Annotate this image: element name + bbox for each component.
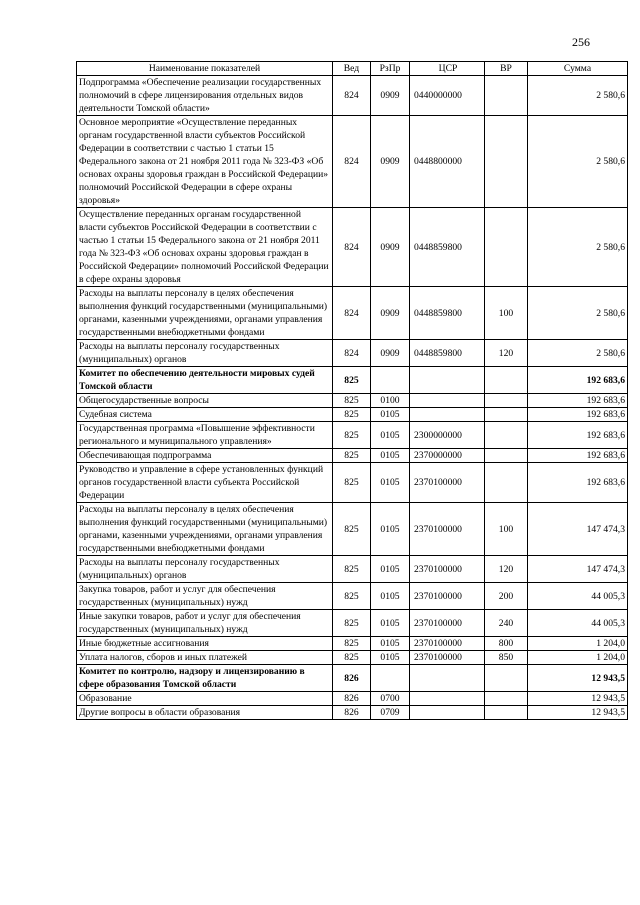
header-sum: Сумма xyxy=(528,62,628,76)
cell-rzpr: 0700 xyxy=(371,692,410,706)
cell-sum: 2 580,6 xyxy=(528,208,628,287)
cell-vr: 800 xyxy=(485,637,528,651)
cell-rzpr: 0105 xyxy=(371,408,410,422)
cell-csr: 0448800000 xyxy=(410,116,485,208)
cell-vr xyxy=(485,367,528,394)
table-row xyxy=(77,463,628,503)
cell-sum: 192 683,6 xyxy=(528,394,628,408)
cell-ved: 824 xyxy=(333,340,371,367)
cell-name: Иные закупки товаров, работ и услуг для обеспечения государственных (муниципальных) нужд xyxy=(77,610,333,637)
cell-sum: 12 943,5 xyxy=(528,706,628,720)
cell-ved: 825 xyxy=(333,583,371,610)
cell-ved: 825 xyxy=(333,463,371,503)
cell-vr: 100 xyxy=(485,287,528,340)
cell-name: Закупка товаров, работ и услуг для обеспечения государственных (муниципальных) нужд xyxy=(77,583,333,610)
cell-rzpr: 0105 xyxy=(371,503,410,556)
cell-ved: 824 xyxy=(333,287,371,340)
cell-sum: 192 683,6 xyxy=(528,463,628,503)
cell-vr: 120 xyxy=(485,556,528,583)
header-csr: ЦСР xyxy=(410,62,485,76)
cell-ved: 825 xyxy=(333,394,371,408)
cell-name: Комитет по контролю, надзору и лицензированию в сфере образования Томской области xyxy=(77,665,333,692)
table-row xyxy=(77,637,628,651)
cell-rzpr: 0105 xyxy=(371,463,410,503)
header-rzpr: РзПр xyxy=(371,62,410,76)
cell-sum: 2 580,6 xyxy=(528,116,628,208)
cell-name: Осуществление переданных органам государственной власти субъектов Российской Федерации в соответствии с частью 1 статьи 15 Федерального закона от 21 ноября 2011 года № 323-ФЗ «Об основах охраны здоровья граждан в Российской Федерации» полномочий Российской Федерации в сфере охраны здоровья xyxy=(77,208,333,287)
cell-rzpr: 0105 xyxy=(371,583,410,610)
cell-rzpr xyxy=(371,665,410,692)
cell-rzpr: 0105 xyxy=(371,610,410,637)
cell-csr: 2300000000 xyxy=(410,422,485,449)
cell-ved: 826 xyxy=(333,665,371,692)
cell-sum: 1 204,0 xyxy=(528,637,628,651)
cell-rzpr xyxy=(371,367,410,394)
cell-name: Основное мероприятие «Осуществление переданных органам государственной власти субъектов Российской Федерации в соответствии с частью 1 статьи 15 Федерального закона от 21 ноября 2011 года № 323-ФЗ «Об основах охраны здоровья граждан в Российской Федерации» полномочий Российской Федерации в сфере охраны здоровья» xyxy=(77,116,333,208)
cell-ved: 825 xyxy=(333,408,371,422)
cell-vr xyxy=(485,116,528,208)
table-row xyxy=(77,208,628,287)
table-row xyxy=(77,367,628,394)
table-row xyxy=(77,340,628,367)
cell-ved: 825 xyxy=(333,637,371,651)
cell-name: Другие вопросы в области образования xyxy=(77,706,333,720)
header-name: Наименование показателей xyxy=(77,62,333,76)
cell-rzpr: 0909 xyxy=(371,208,410,287)
cell-ved: 825 xyxy=(333,556,371,583)
cell-name: Руководство и управление в сфере установленных функций органов государственной власти субъекта Российской Федерации xyxy=(77,463,333,503)
header-vr: ВР xyxy=(485,62,528,76)
cell-name: Расходы на выплаты персоналу в целях обеспечения выполнения функций государственными (муниципальными) органами, казенными учреждениями, органами управления государственными внебюджетными фондами xyxy=(77,287,333,340)
table-header-row xyxy=(77,62,628,76)
cell-vr xyxy=(485,449,528,463)
table-row xyxy=(77,651,628,665)
cell-rzpr: 0909 xyxy=(371,76,410,116)
cell-name: Уплата налогов, сборов и иных платежей xyxy=(77,651,333,665)
cell-csr: 0440000000 xyxy=(410,76,485,116)
cell-vr: 100 xyxy=(485,503,528,556)
cell-csr: 2370100000 xyxy=(410,610,485,637)
cell-name: Судебная система xyxy=(77,408,333,422)
cell-name: Государственная программа «Повышение эффективности регионального и муниципального управления» xyxy=(77,422,333,449)
cell-csr: 2370100000 xyxy=(410,503,485,556)
page-number: 256 xyxy=(572,35,590,49)
header-ved: Вед xyxy=(333,62,371,76)
cell-sum: 44 005,3 xyxy=(528,610,628,637)
cell-csr: 0448859800 xyxy=(410,208,485,287)
cell-rzpr: 0909 xyxy=(371,340,410,367)
table-row xyxy=(77,422,628,449)
cell-vr: 240 xyxy=(485,610,528,637)
cell-name: Иные бюджетные ассигнования xyxy=(77,637,333,651)
cell-ved: 824 xyxy=(333,76,371,116)
cell-name: Подпрограмма «Обеспечение реализации государственных полномочий в сфере лицензирования отдельных видов деятельности Томской области» xyxy=(77,76,333,116)
cell-name: Расходы на выплаты персоналу государственных (муниципальных) органов xyxy=(77,556,333,583)
table-row xyxy=(77,556,628,583)
cell-ved: 825 xyxy=(333,651,371,665)
cell-vr: 200 xyxy=(485,583,528,610)
cell-name: Расходы на выплаты персоналу в целях обеспечения выполнения функций государственными (муниципальными) органами, казенными учреждениями, органами управления государственными внебюджетными фондами xyxy=(77,503,333,556)
cell-vr xyxy=(485,408,528,422)
cell-sum: 2 580,6 xyxy=(528,287,628,340)
cell-ved: 825 xyxy=(333,610,371,637)
cell-csr xyxy=(410,394,485,408)
cell-rzpr: 0105 xyxy=(371,651,410,665)
cell-sum: 2 580,6 xyxy=(528,76,628,116)
table-row xyxy=(77,692,628,706)
cell-vr xyxy=(485,76,528,116)
table-row xyxy=(77,665,628,692)
cell-csr: 2370100000 xyxy=(410,556,485,583)
cell-rzpr: 0105 xyxy=(371,556,410,583)
cell-csr: 2370100000 xyxy=(410,637,485,651)
cell-vr xyxy=(485,394,528,408)
cell-name: Обеспечивающая подпрограмма xyxy=(77,449,333,463)
cell-rzpr: 0100 xyxy=(371,394,410,408)
table-row xyxy=(77,583,628,610)
table-row xyxy=(77,394,628,408)
cell-csr xyxy=(410,665,485,692)
cell-vr: 850 xyxy=(485,651,528,665)
cell-vr xyxy=(485,692,528,706)
cell-sum: 44 005,3 xyxy=(528,583,628,610)
cell-sum: 192 683,6 xyxy=(528,449,628,463)
cell-ved: 825 xyxy=(333,367,371,394)
cell-csr: 2370100000 xyxy=(410,651,485,665)
cell-ved: 825 xyxy=(333,422,371,449)
table-row xyxy=(77,706,628,720)
cell-sum: 192 683,6 xyxy=(528,422,628,449)
cell-sum: 1 204,0 xyxy=(528,651,628,665)
cell-rzpr: 0909 xyxy=(371,116,410,208)
cell-name: Общегосударственные вопросы xyxy=(77,394,333,408)
table-row xyxy=(77,503,628,556)
cell-sum: 147 474,3 xyxy=(528,503,628,556)
cell-csr: 0448859800 xyxy=(410,287,485,340)
cell-sum: 192 683,6 xyxy=(528,408,628,422)
cell-ved: 824 xyxy=(333,116,371,208)
cell-ved: 826 xyxy=(333,692,371,706)
table-row xyxy=(77,76,628,116)
cell-rzpr: 0909 xyxy=(371,287,410,340)
cell-name: Расходы на выплаты персоналу государственных (муниципальных) органов xyxy=(77,340,333,367)
cell-sum: 192 683,6 xyxy=(528,367,628,394)
cell-rzpr: 0709 xyxy=(371,706,410,720)
cell-vr: 120 xyxy=(485,340,528,367)
cell-csr xyxy=(410,692,485,706)
cell-ved: 825 xyxy=(333,449,371,463)
cell-ved: 824 xyxy=(333,208,371,287)
cell-vr xyxy=(485,422,528,449)
cell-ved: 825 xyxy=(333,503,371,556)
cell-csr: 2370100000 xyxy=(410,583,485,610)
cell-csr: 2370100000 xyxy=(410,463,485,503)
cell-csr xyxy=(410,706,485,720)
table-row xyxy=(77,116,628,208)
cell-sum: 12 943,5 xyxy=(528,665,628,692)
cell-vr xyxy=(485,208,528,287)
cell-sum: 2 580,6 xyxy=(528,340,628,367)
table-row xyxy=(77,287,628,340)
cell-rzpr: 0105 xyxy=(371,422,410,449)
cell-ved: 826 xyxy=(333,706,371,720)
cell-csr xyxy=(410,408,485,422)
cell-csr: 2370000000 xyxy=(410,449,485,463)
cell-sum: 12 943,5 xyxy=(528,692,628,706)
cell-vr xyxy=(485,665,528,692)
table-row xyxy=(77,408,628,422)
cell-rzpr: 0105 xyxy=(371,449,410,463)
table-row xyxy=(77,610,628,637)
cell-csr xyxy=(410,367,485,394)
table-row xyxy=(77,449,628,463)
cell-name: Комитет по обеспечению деятельности мировых судей Томской области xyxy=(77,367,333,394)
cell-csr: 0448859800 xyxy=(410,340,485,367)
budget-table xyxy=(76,61,628,720)
cell-rzpr: 0105 xyxy=(371,637,410,651)
cell-vr xyxy=(485,463,528,503)
cell-vr xyxy=(485,706,528,720)
cell-sum: 147 474,3 xyxy=(528,556,628,583)
cell-name: Образование xyxy=(77,692,333,706)
